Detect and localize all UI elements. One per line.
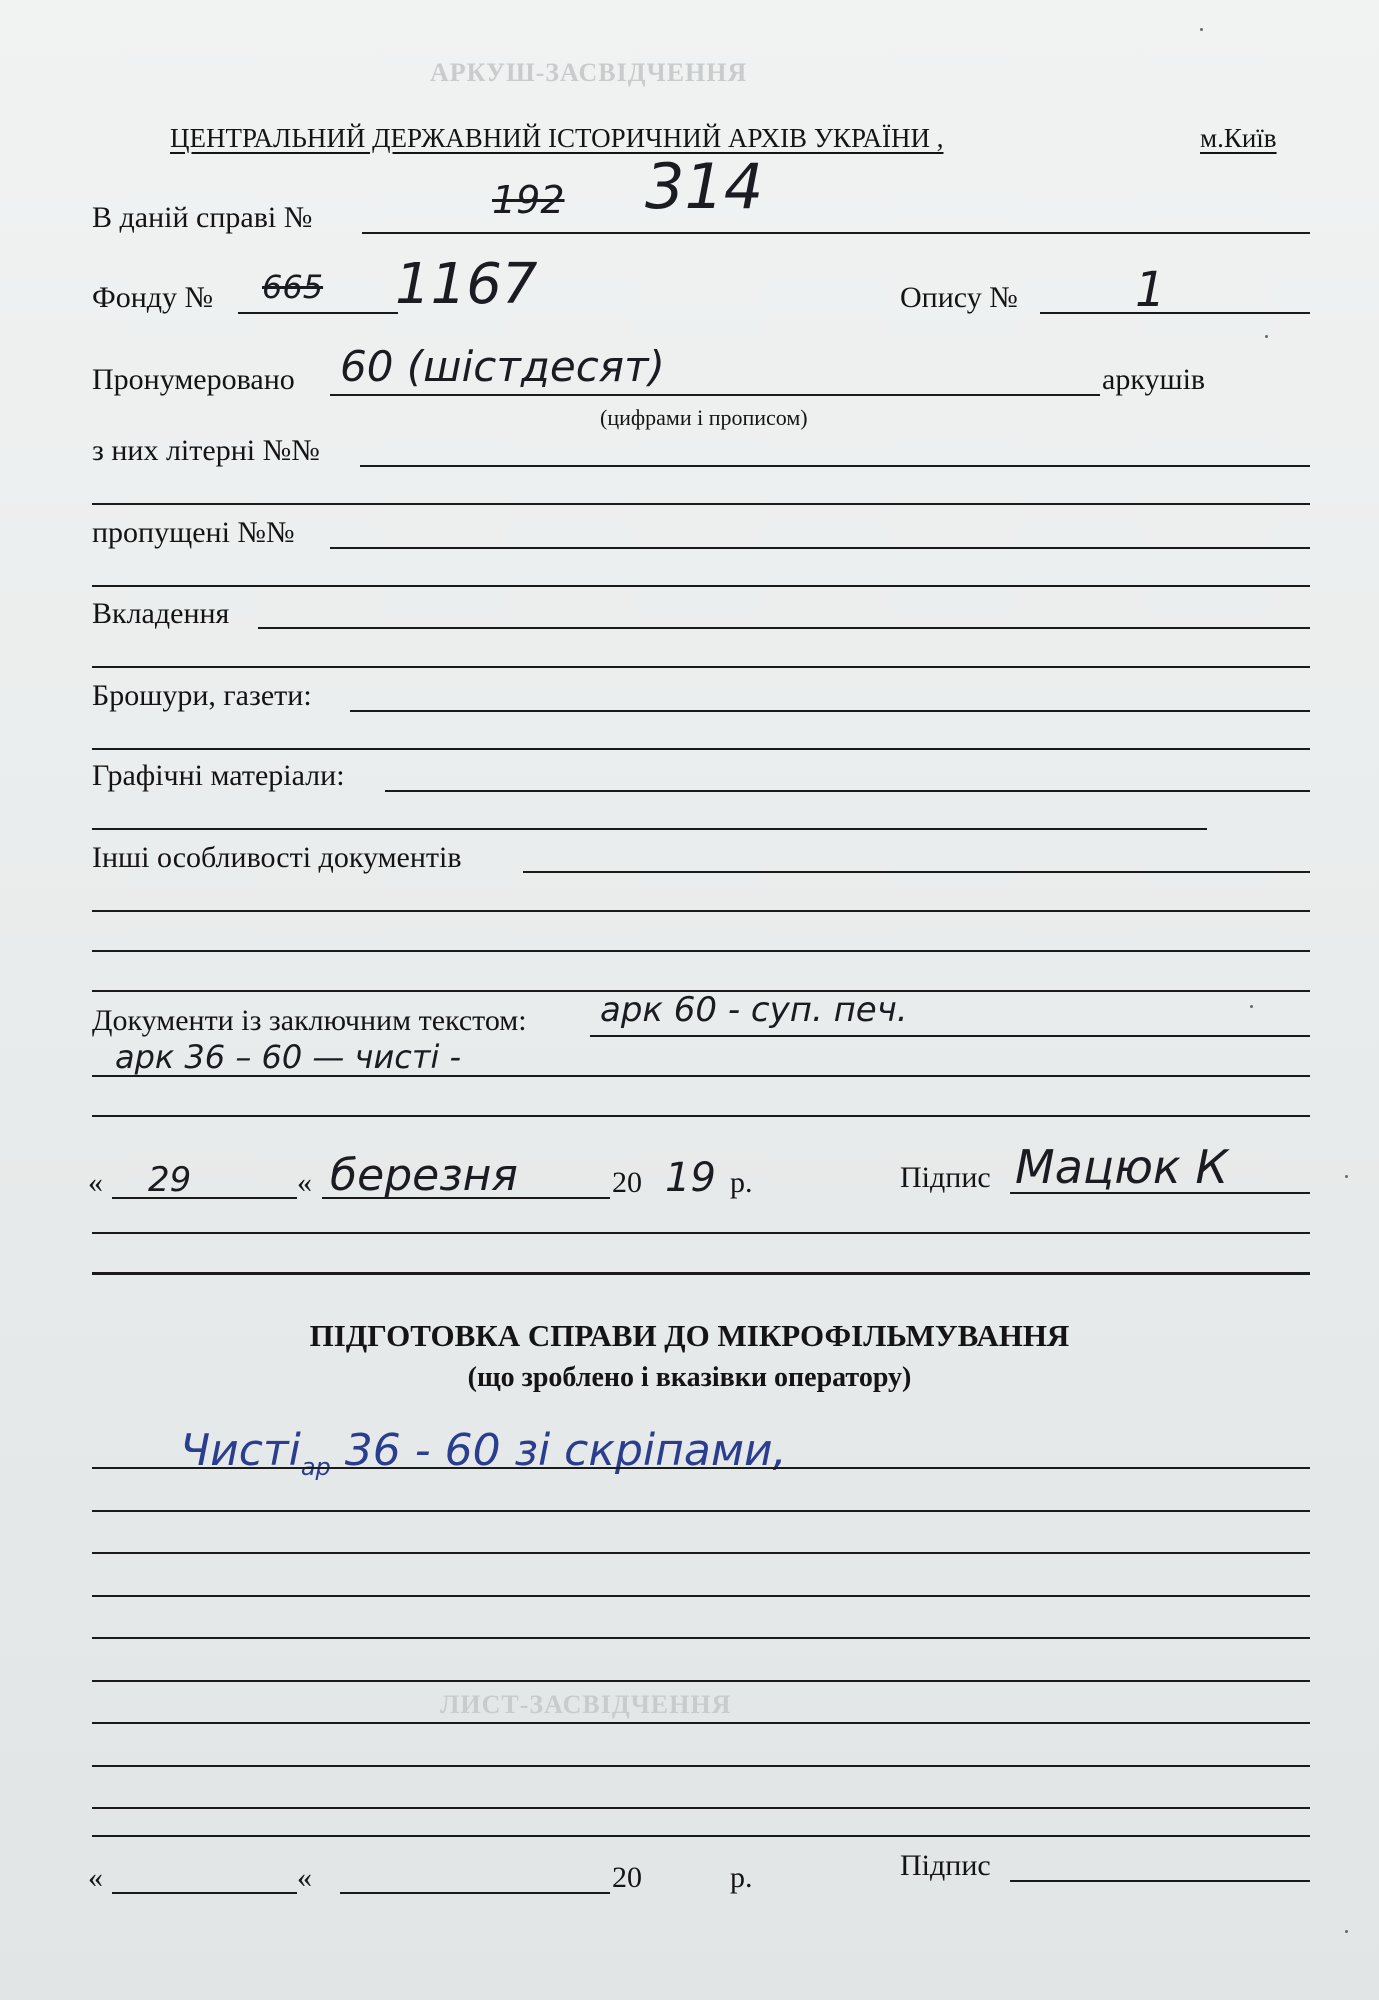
fond-label: Фонду № xyxy=(92,281,214,314)
signature1-label: Підпис xyxy=(900,1161,991,1194)
scan-speck xyxy=(1345,1175,1348,1178)
case-number-line xyxy=(362,232,1310,234)
scan-speck xyxy=(1265,335,1268,338)
date2-year-prefix: 20 xyxy=(612,1861,642,1894)
date2-month-line xyxy=(340,1892,610,1894)
numbered-value: 60 (шістдесят) xyxy=(340,342,665,391)
microfilm-note-main: Чисті xyxy=(180,1425,301,1476)
microfilm-line-10 xyxy=(92,1835,1310,1837)
scan-speck xyxy=(1345,1930,1348,1933)
microfilm-line-2 xyxy=(92,1510,1310,1512)
scan-speck xyxy=(1200,28,1203,31)
date1-month: березня xyxy=(330,1150,518,1201)
brochures-line-2 xyxy=(92,748,1310,750)
date1-year-abbr: р. xyxy=(730,1166,753,1199)
letter-numbers-line xyxy=(360,465,1310,467)
opys-number: 1 xyxy=(1135,262,1166,318)
microfilm-line-6 xyxy=(92,1680,1310,1682)
bleed-through-bottom: ЛИСТ-ЗАСВІДЧЕННЯ xyxy=(440,1690,732,1719)
date1-year-prefix: 20 xyxy=(612,1166,642,1199)
fond-number-old: 665 xyxy=(262,268,324,306)
signature1-value: Мацюк К xyxy=(1015,1140,1228,1194)
microfilm-line-4 xyxy=(92,1595,1310,1597)
microfilm-line-7 xyxy=(92,1722,1310,1724)
microfilm-title: ПІДГОТОВКА СПРАВИ ДО МІКРОФІЛЬМУВАННЯ xyxy=(309,1318,1070,1353)
microfilm-note xyxy=(180,1425,787,1481)
archive-title: ЦЕНТРАЛЬНИЙ ДЕРЖАВНИЙ ІСТОРИЧНИЙ АРХІВ УКРАЇНИ , xyxy=(170,123,944,153)
brochures-label: Брошури, газети: xyxy=(92,679,312,712)
city-name: м.Київ xyxy=(1200,123,1277,153)
bleed-through-top: АРКУШ-ЗАСВІДЧЕННЯ xyxy=(430,58,748,87)
final-text-line-3 xyxy=(92,1115,1310,1117)
date2-mid-quote: « xyxy=(297,1861,312,1894)
enclosures-label: Вкладення xyxy=(92,597,230,630)
case-number-new: 314 xyxy=(645,150,764,223)
date2-day-line xyxy=(112,1892,297,1894)
microfilm-note-sub: ар xyxy=(300,1453,331,1481)
date1-mid-quote: « xyxy=(297,1166,312,1199)
scan-speck xyxy=(1250,1005,1253,1008)
graphics-label: Графічні матеріали: xyxy=(92,759,345,792)
microfilm-line-5 xyxy=(92,1637,1310,1639)
other-features-line-3 xyxy=(92,950,1310,952)
other-features-line xyxy=(523,871,1310,873)
opys-label: Опису № xyxy=(900,281,1018,314)
numbered-hint: (цифрами і прописом) xyxy=(600,405,808,430)
sheets-label: аркушів xyxy=(1102,363,1206,396)
enclosures-line xyxy=(258,627,1310,629)
final-text-label: Документи із заключним текстом: xyxy=(92,1004,527,1037)
fond-number-new: 1167 xyxy=(395,252,538,317)
block1-separator xyxy=(92,1232,1310,1234)
final-text-note-1: арк 60 - суп. печ. xyxy=(600,990,908,1030)
microfilm-line-1 xyxy=(92,1467,1310,1469)
microfilm-subtitle: (що зроблено і вказівки оператору) xyxy=(467,1362,912,1393)
brochures-line xyxy=(350,710,1310,712)
date2-open-quote: « xyxy=(88,1861,103,1894)
numbered-label: Пронумеровано xyxy=(92,363,295,396)
skipped-numbers-label: пропущені №№ xyxy=(92,516,295,549)
microfilm-note-rest: 36 - 60 зі скріпами, xyxy=(344,1425,787,1476)
signature2-label: Підпис xyxy=(900,1849,991,1882)
microfilm-line-9 xyxy=(92,1807,1310,1809)
case-number-old: 192 xyxy=(492,178,565,222)
date1-year-suffix: 19 xyxy=(665,1155,716,1201)
skipped-numbers-line xyxy=(330,547,1310,549)
skipped-numbers-line-2 xyxy=(92,585,1310,587)
date1-day-line xyxy=(112,1197,297,1199)
microfilm-line-8 xyxy=(92,1765,1310,1767)
date1-open-quote: « xyxy=(88,1166,103,1199)
final-text-line xyxy=(590,1035,1310,1037)
enclosures-line-2 xyxy=(92,666,1310,668)
numbered-line xyxy=(330,394,1100,396)
final-text-note-2: арк 36 – 60 — чисті - xyxy=(115,1038,462,1076)
signature2-line xyxy=(1010,1880,1310,1882)
letter-numbers-line-2 xyxy=(92,503,1310,505)
opys-line xyxy=(1040,312,1310,314)
graphics-line-2 xyxy=(92,828,1207,830)
letter-numbers-label: з них літерні №№ xyxy=(92,434,320,467)
microfilm-line-3 xyxy=(92,1552,1310,1554)
other-features-label: Інші особливості документів xyxy=(92,841,462,874)
block1-separator-2 xyxy=(92,1272,1310,1275)
other-features-line-2 xyxy=(92,910,1310,912)
fond-line xyxy=(238,312,398,314)
graphics-line xyxy=(385,790,1310,792)
case-number-label: В даній справі № xyxy=(92,201,313,234)
date1-day: 29 xyxy=(148,1160,192,1200)
date2-year-abbr: р. xyxy=(730,1861,753,1894)
